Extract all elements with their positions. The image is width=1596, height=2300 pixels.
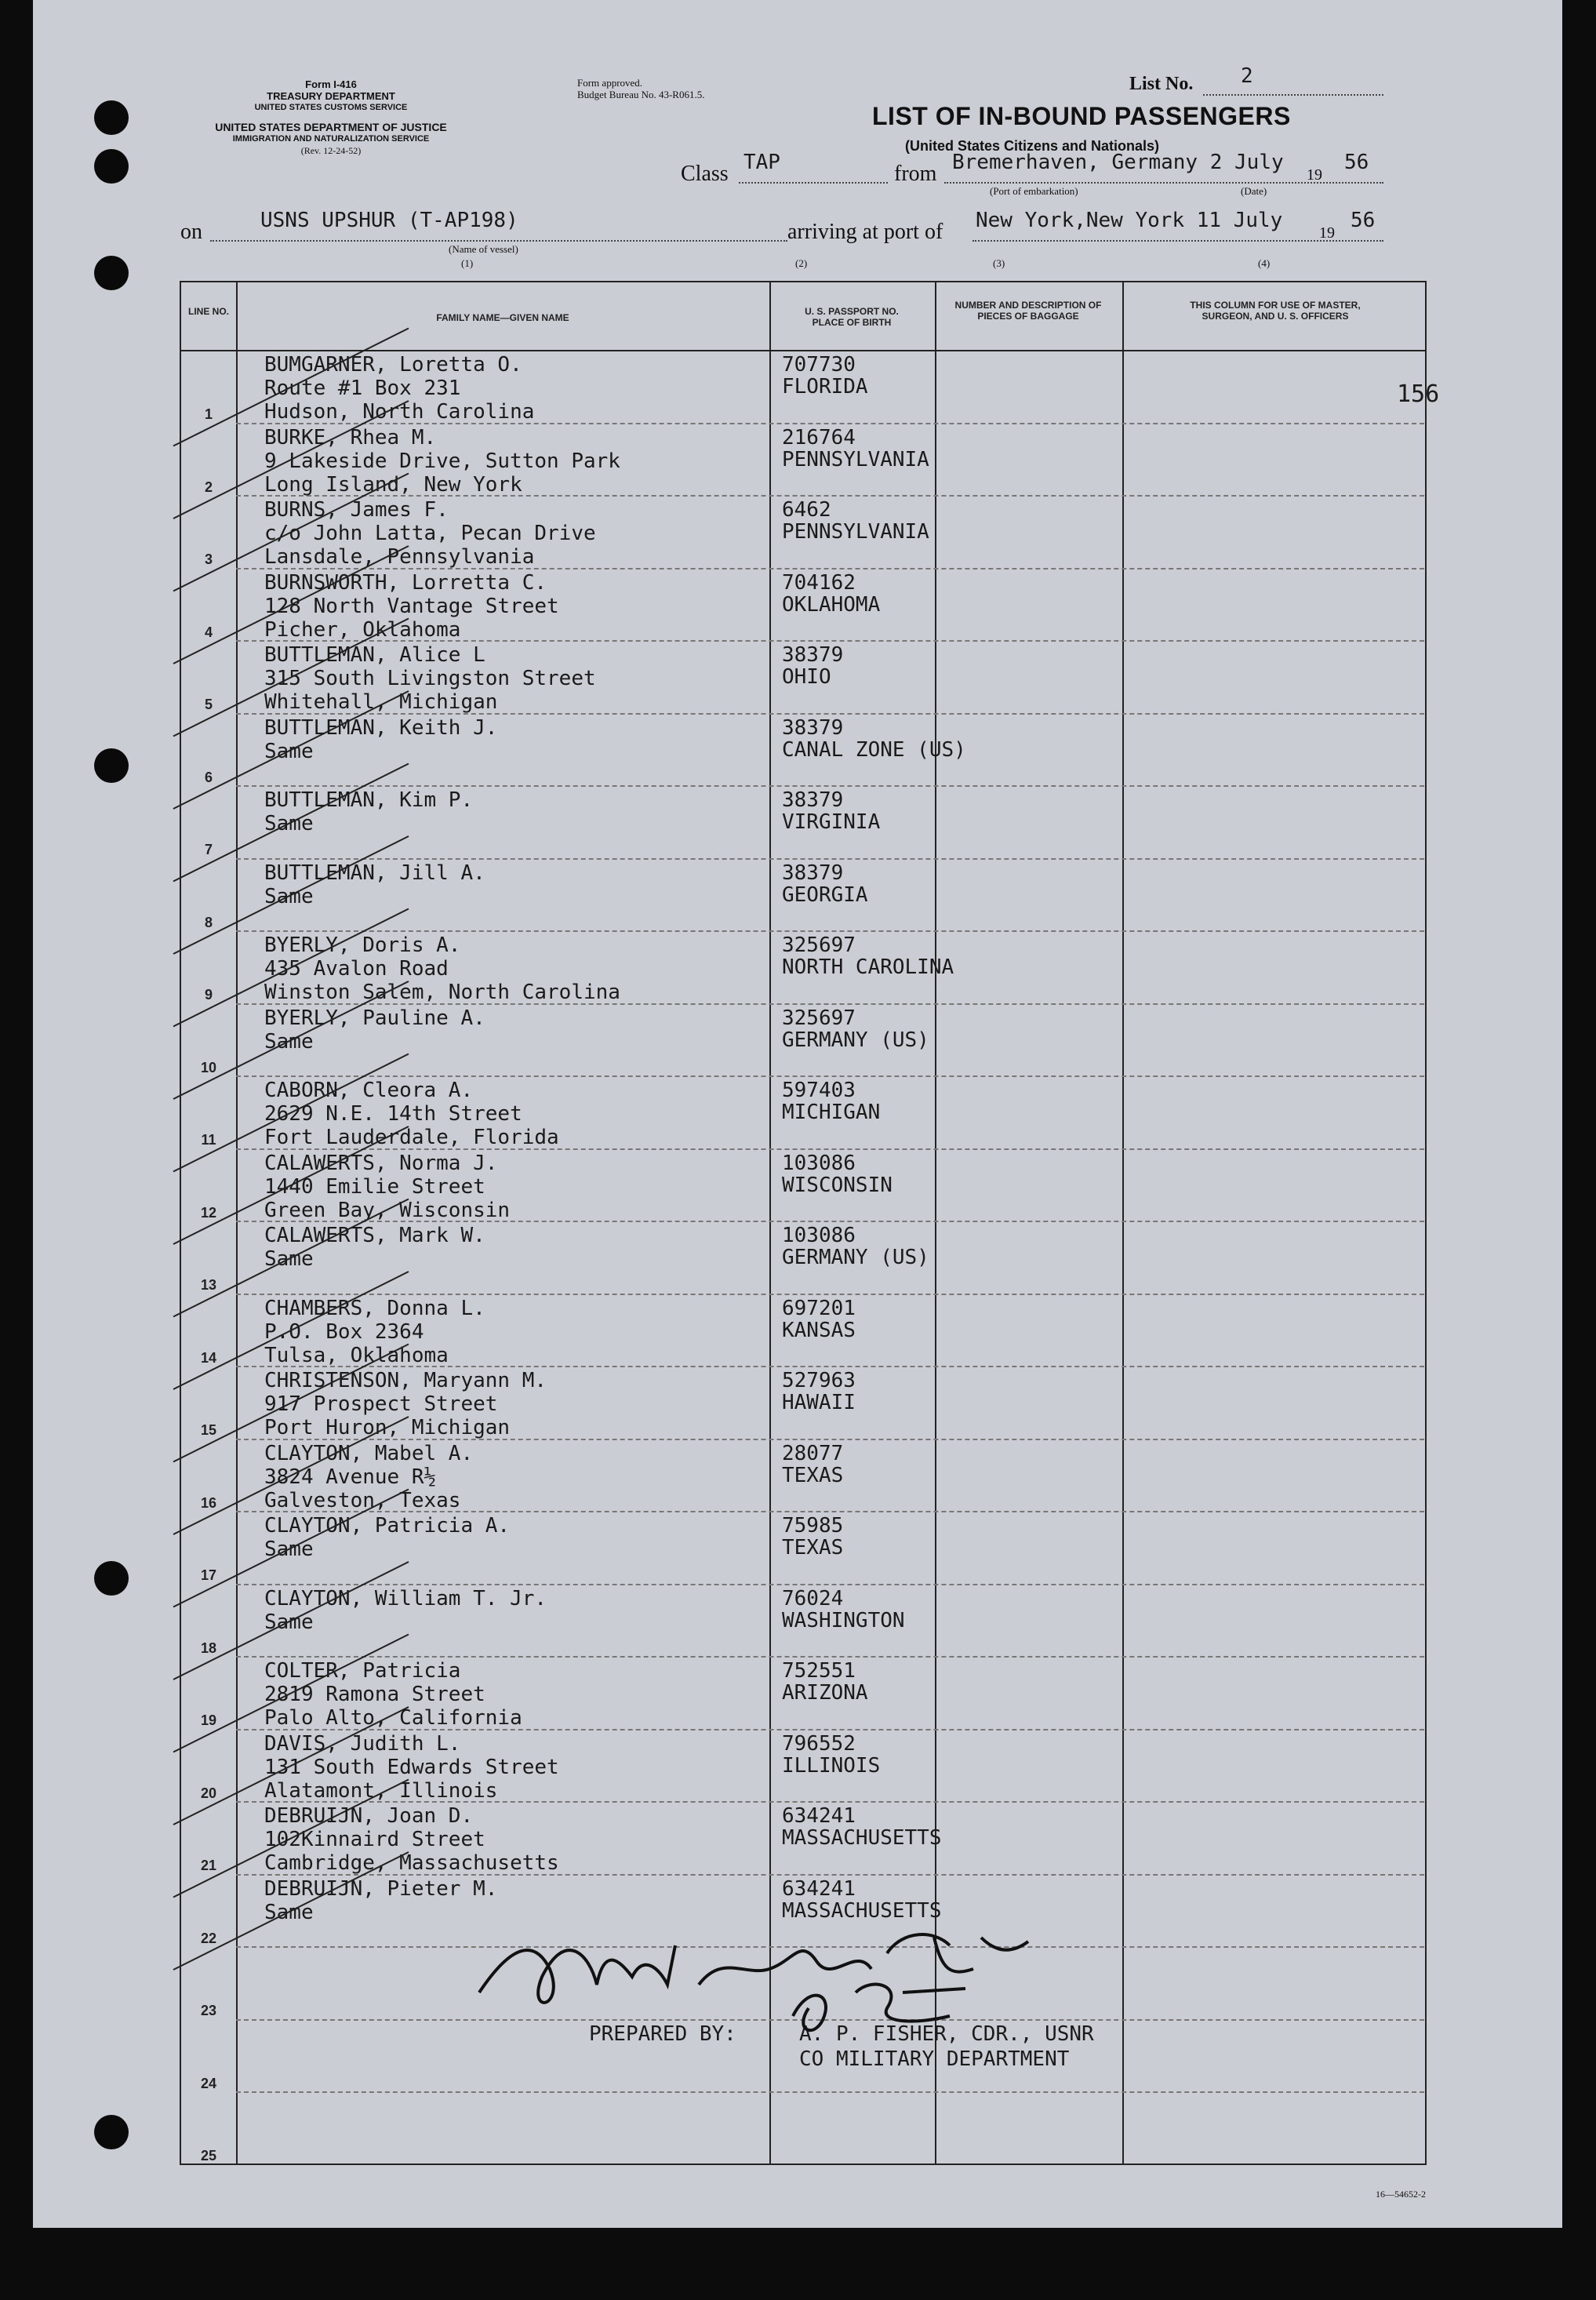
binder-hole: [94, 149, 129, 184]
place-of-birth: ILLINOIS: [782, 1753, 881, 1778]
signature-scrawl: [464, 1898, 1107, 2055]
passport-number: 597403: [782, 1079, 856, 1102]
line-number: 22: [200, 1930, 217, 1946]
col-header-line-no: LINE NO.: [187, 306, 229, 317]
place-of-birth: WISCONSIN: [782, 1173, 893, 1197]
tally-stroke: [173, 1345, 409, 1462]
col-header-passport: U. S. PASSPORT NO. PLACE OF BIRTH: [805, 306, 899, 328]
place-of-birth: VIRGINIA: [782, 810, 881, 834]
passport-number: 216764: [782, 425, 856, 449]
form-approved: Form approved.: [577, 77, 643, 89]
line-number: 16: [200, 1494, 217, 1511]
passenger-address-1: Same: [264, 1029, 314, 1054]
arrival-year: 56: [1351, 209, 1376, 232]
passenger-address-2: Fort Lauderdale, Florida: [264, 1126, 559, 1149]
class-line: [739, 182, 888, 184]
list-no-value: 2: [1241, 64, 1253, 88]
passport-number: 634241: [782, 1876, 856, 1901]
port-caption: (Port of embarkation): [990, 185, 1078, 197]
agency-block: [158, 78, 504, 157]
passenger-address-1: Same: [264, 1610, 314, 1634]
passenger-address-1: 102Kinnaird Street: [264, 1828, 485, 1851]
customs-label: UNITED STATES CUSTOMS SERVICE: [254, 103, 408, 112]
tally-marks: [126, 282, 440, 2165]
line-number: 24: [200, 2075, 217, 2091]
passport-number: 704162: [782, 570, 856, 595]
col-divider: [1122, 282, 1124, 2164]
tally-stroke: [173, 474, 409, 591]
place-of-birth: TEXAS: [782, 1463, 844, 1487]
place-of-birth: GERMANY (US): [782, 1246, 929, 1269]
line-number: 20: [200, 1785, 217, 1801]
vessel-line: [210, 240, 787, 242]
tally-stroke: [173, 1054, 409, 1172]
passenger-name: BURKE, Rhea M.: [264, 425, 437, 449]
passenger-address-1: 128 North Vantage Street: [264, 594, 559, 618]
on-label: on: [180, 220, 202, 244]
passenger-address-1: P.O. Box 2364: [264, 1319, 424, 1344]
col-num-2: (2): [795, 257, 808, 269]
line-number: 2: [204, 479, 213, 495]
tally-stroke: [173, 1635, 409, 1752]
passport-number: 325697: [782, 1006, 856, 1030]
line-number: 23: [200, 2003, 217, 2018]
budget-bureau: Budget Bureau No. 43-R061.5.: [577, 89, 705, 100]
passenger-name: CLAYTON, Mabel A.: [264, 1441, 474, 1465]
passenger-address-2: Lansdale, Pennsylvania: [264, 545, 535, 569]
revision-label: (Rev. 12-24-52): [300, 145, 362, 156]
passenger-address-2: Galveston, Texas: [264, 1488, 461, 1512]
passport-number: 697201: [782, 1296, 856, 1320]
tally-stroke: [173, 981, 409, 1099]
binder-hole: [94, 748, 129, 783]
passport-number: 28077: [782, 1441, 844, 1465]
passenger-address-1: Same: [264, 1538, 314, 1561]
line-number: 6: [204, 769, 213, 785]
place-of-birth: FLORIDA: [782, 375, 868, 398]
passenger-address-2: Alatamont, Illinois: [264, 1778, 498, 1803]
line-number: 10: [200, 1059, 217, 1075]
treasury-label: TREASURY DEPARTMENT: [267, 90, 395, 102]
tally-stroke: [173, 1199, 409, 1317]
tally-stroke: [173, 836, 409, 954]
passport-number: 527963: [782, 1369, 856, 1392]
passenger-address-1: c/o John Latta, Pecan Drive: [264, 522, 596, 545]
from-label: from: [894, 162, 937, 186]
list-no-label: List No.: [1129, 74, 1194, 94]
place-of-birth: MASSACHUSETTS: [782, 1826, 942, 1850]
passport-number: 707730: [782, 353, 856, 377]
passenger-name: DAVIS, Judith L.: [264, 1731, 461, 1756]
place-of-birth: MICHIGAN: [782, 1101, 881, 1124]
passenger-address-2: Winston Salem, North Carolina: [264, 981, 620, 1004]
binder-hole: [94, 1561, 129, 1596]
approval-block: [577, 77, 704, 100]
vessel-caption: (Name of vessel): [449, 243, 518, 255]
place-of-birth: KANSAS: [782, 1318, 856, 1342]
passenger-address-2: Picher, Oklahoma: [264, 617, 461, 642]
passenger-address-1: 435 Avalon Road: [264, 957, 449, 981]
col-header-baggage: NUMBER AND DESCRIPTION OF PIECES OF BAGGAGE: [954, 300, 1102, 322]
line-number: 12: [200, 1204, 217, 1221]
passenger-name: BYERLY, Doris A.: [264, 933, 461, 957]
passenger-address-1: 917 Prospect Street: [264, 1392, 498, 1416]
line-number: 14: [200, 1349, 217, 1366]
passport-number: 76024: [782, 1586, 844, 1610]
line-number: 15: [200, 1422, 217, 1438]
year-prefix: 19: [1307, 166, 1322, 184]
passport-number: 75985: [782, 1514, 844, 1538]
class-label: Class: [681, 162, 729, 186]
passenger-address-1: 315 South Livingston Street: [264, 667, 596, 690]
vessel-name: USNS UPSHUR (T-AP198): [260, 209, 518, 232]
document-page: [33, 0, 1562, 2228]
place-of-birth: PENNSYLVANIA: [782, 447, 929, 471]
passenger-name: CHAMBERS, Donna L.: [264, 1296, 485, 1320]
passport-number: 38379: [782, 788, 844, 812]
passenger-name: BUTTLEMAN, Kim P.: [264, 788, 474, 812]
page-title: LIST OF IN-BOUND PASSENGERS: [872, 102, 1291, 130]
justice-label: UNITED STATES DEPARTMENT OF JUSTICE: [215, 121, 447, 133]
tally-stroke: [173, 1707, 409, 1825]
place-of-birth: OHIO: [782, 665, 831, 689]
passenger-address-1: 9 Lakeside Drive, Sutton Park: [264, 449, 620, 473]
line-number: 3: [204, 551, 213, 567]
footer-code: 16—54652-2: [1376, 2189, 1426, 2200]
passport-number: 752551: [782, 1659, 856, 1683]
passenger-address-1: Same: [264, 1900, 314, 1924]
ins-label: IMMIGRATION AND NATURALIZATION SERVICE: [232, 134, 430, 144]
passenger-address-1: 1440 Emilie Street: [264, 1174, 485, 1199]
passenger-name: BUMGARNER, Loretta O.: [264, 353, 522, 377]
passport-number: 325697: [782, 933, 856, 957]
embarkation-value: Bremerhaven, Germany 2 July: [952, 151, 1284, 174]
col-divider: [935, 282, 936, 2164]
passenger-address-1: 2629 N.E. 14th Street: [264, 1102, 522, 1126]
place-of-birth: GERMANY (US): [782, 1028, 929, 1052]
place-of-birth: MASSACHUSETTS: [782, 1898, 942, 1923]
binder-hole: [94, 256, 129, 290]
arrival-year-prefix: 19: [1319, 224, 1335, 242]
passenger-name: CALAWERTS, Norma J.: [264, 1151, 498, 1175]
line-number: 4: [204, 624, 213, 640]
tally-stroke: [173, 619, 409, 737]
col-header-officers: THIS COLUMN FOR USE OF MASTER, SURGEON, AND U. S. OFFICERS: [1190, 300, 1361, 322]
tally-stroke: [173, 401, 409, 519]
passenger-name: BYERLY, Pauline A.: [264, 1006, 485, 1030]
passenger-name: CALAWERTS, Mark W.: [264, 1224, 485, 1247]
col-num-3: (3): [993, 257, 1005, 269]
line-number: 9: [204, 987, 213, 1003]
passenger-address-2: Tulsa, Oklahoma: [264, 1343, 449, 1367]
passenger-name: BUTTLEMAN, Jill A.: [264, 861, 485, 885]
passport-number: 6462: [782, 498, 831, 522]
line-number: 8: [204, 914, 213, 930]
passport-number: 796552: [782, 1731, 856, 1756]
prepared-by-name: A. P. FISHER, CDR., USNR: [799, 2022, 1094, 2046]
tally-stroke: [173, 1417, 409, 1534]
line-number: 18: [200, 1639, 217, 1656]
prepared-by-label: PREPARED BY:: [589, 2022, 736, 2046]
passenger-table: [180, 281, 1440, 2165]
tally-stroke: [173, 909, 409, 1027]
passenger-address-1: Route #1 Box 231: [264, 377, 461, 400]
class-value: TAP: [743, 151, 780, 174]
passport-number: 634241: [782, 1804, 856, 1828]
passenger-name: DEBRUIJN, Joan D.: [264, 1804, 474, 1828]
col-divider: [769, 282, 771, 2164]
tally-stroke: [173, 691, 409, 809]
passenger-address-1: Same: [264, 812, 314, 835]
passenger-address-2: Hudson, North Carolina: [264, 400, 535, 424]
passenger-name: COLTER, Patricia: [264, 1659, 461, 1683]
tally-stroke: [173, 1780, 409, 1898]
passport-number: 38379: [782, 861, 844, 885]
line-number: 25: [200, 2148, 217, 2164]
passenger-address-1: Same: [264, 739, 314, 763]
line-number: 11: [201, 1132, 216, 1148]
passenger-address-2: Long Island, New York: [264, 472, 522, 497]
page-subtitle: (United States Citizens and Nationals): [905, 138, 1160, 154]
place-of-birth: TEXAS: [782, 1536, 844, 1559]
passenger-address-2: Whitehall, Michigan: [264, 690, 498, 714]
place-of-birth: CANAL ZONE (US): [782, 737, 966, 762]
tally-stroke: [173, 1852, 409, 1970]
arrival-value: New York,New York 11 July: [976, 209, 1283, 232]
passenger-address-1: Same: [264, 1247, 314, 1271]
embarkation-year: 56: [1344, 151, 1369, 174]
place-of-birth: OKLAHOMA: [782, 592, 881, 617]
passport-number: 103086: [782, 1224, 856, 1247]
passenger-name: DEBRUIJN, Pieter M.: [264, 1876, 498, 1901]
line-number: 21: [200, 1858, 217, 1873]
prepared-by-dept: CO MILITARY DEPARTMENT: [799, 2047, 1070, 2071]
passenger-address-2: Green Bay, Wisconsin: [264, 1198, 511, 1222]
passport-number: 38379: [782, 643, 844, 667]
line-number: 5: [204, 697, 213, 712]
passenger-address-2: Cambridge, Massachusetts: [264, 1851, 559, 1875]
passenger-name: BUTTLEMAN, Keith J.: [264, 715, 498, 740]
line-number: 17: [200, 1567, 217, 1583]
passport-number: 103086: [782, 1151, 856, 1175]
place-of-birth: WASHINGTON: [782, 1608, 905, 1632]
place-of-birth: GEORGIA: [782, 883, 868, 907]
passenger-address-2: Port Huron, Michigan: [264, 1416, 511, 1439]
binder-hole: [94, 100, 129, 135]
col-num-4: (4): [1258, 257, 1271, 269]
place-of-birth: HAWAII: [782, 1391, 856, 1414]
passenger-address-1: Same: [264, 884, 314, 908]
tally-stroke: [173, 329, 409, 446]
arriving-label: arriving at port of: [787, 220, 943, 244]
passenger-name: CABORN, Cleora A.: [264, 1079, 474, 1102]
tally-stroke: [173, 1490, 409, 1607]
date-caption: (Date): [1241, 185, 1267, 197]
passport-number: 38379: [782, 715, 844, 740]
passenger-name: CLAYTON, William T. Jr.: [264, 1586, 547, 1610]
place-of-birth: NORTH CAROLINA: [782, 955, 954, 979]
tally-stroke: [173, 764, 409, 882]
passenger-name: BUTTLEMAN, Alice L: [264, 643, 485, 667]
page-mark: 156: [1397, 380, 1440, 408]
form-name: Form I-416: [305, 78, 357, 90]
tally-stroke: [173, 1126, 409, 1244]
passenger-address-2: Palo Alto, California: [264, 1706, 522, 1730]
tally-stroke: [173, 1562, 409, 1680]
col-num-1: (1): [461, 257, 474, 269]
tally-stroke: [173, 546, 409, 664]
line-number: 1: [204, 406, 213, 422]
passenger-name: CLAYTON, Patricia A.: [264, 1514, 511, 1538]
place-of-birth: PENNSYLVANIA: [782, 520, 929, 544]
passenger-name: CHRISTENSON, Maryann M.: [264, 1369, 547, 1392]
list-no-line: [1203, 94, 1383, 96]
passenger-address-1: 3824 Avenue R½: [264, 1465, 437, 1489]
place-of-birth: ARIZONA: [782, 1681, 868, 1705]
line-number: 7: [204, 842, 213, 857]
passenger-name: BURNSWORTH, Lorretta C.: [264, 570, 547, 595]
tally-stroke: [173, 1272, 409, 1389]
passenger-name: BURNS, James F.: [264, 498, 449, 522]
line-number: 19: [200, 1712, 217, 1728]
col-header-name: FAMILY NAME—GIVEN NAME: [436, 312, 569, 323]
passenger-address-1: 2819 Ramona Street: [264, 1683, 485, 1706]
line-number: 13: [200, 1277, 217, 1293]
passenger-address-1: 131 South Edwards Street: [264, 1755, 559, 1779]
binder-hole: [94, 2115, 129, 2149]
